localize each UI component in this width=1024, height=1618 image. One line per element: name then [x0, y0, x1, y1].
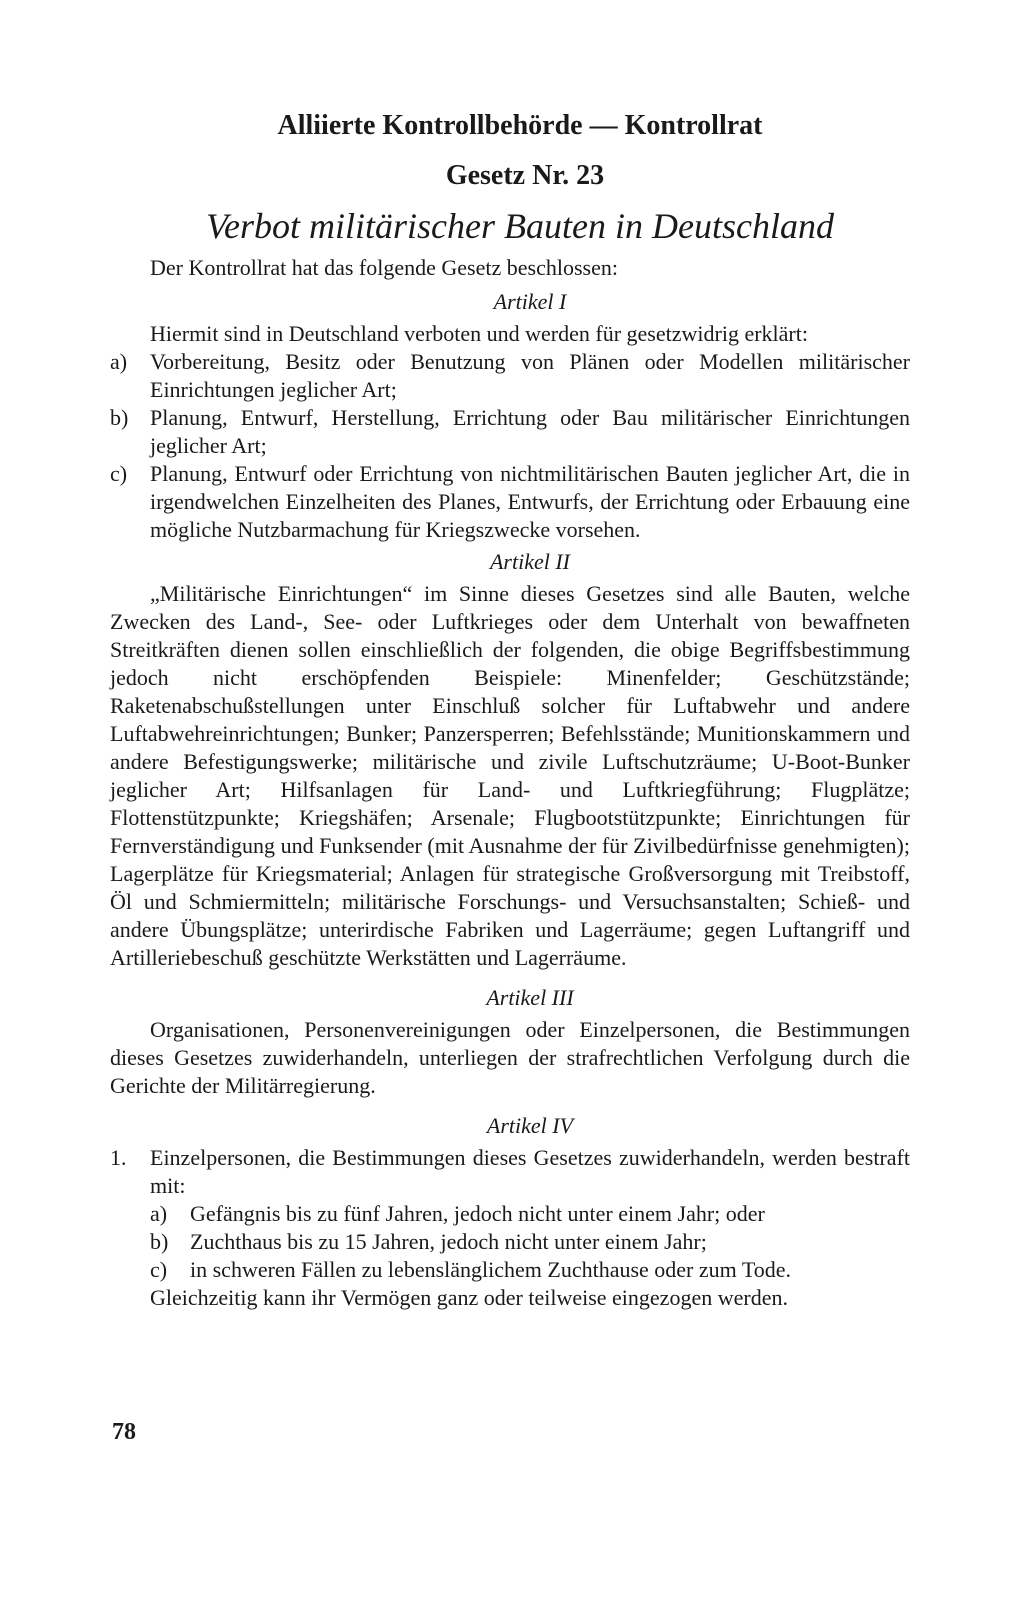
- sub-list-item: [150, 1228, 910, 1256]
- law-title: Verbot militärischer Bauten in Deutschland: [206, 206, 834, 246]
- list-item: [110, 348, 910, 404]
- article-4-heading: Artikel IV: [486, 1113, 574, 1138]
- intro-text: Der Kontrollrat hat das folgende Gesetz beschlossen:: [150, 255, 618, 280]
- list-item-label: c): [110, 461, 128, 486]
- sub-list-item-text: Zuchthaus bis zu 15 Jahren, jedoch nicht unter einem Jahr;: [190, 1229, 707, 1254]
- authority-heading: Alliierte Kontrollbehörde — Kontrollrat: [277, 110, 763, 141]
- list-item-label: b): [110, 405, 129, 430]
- list-item: [110, 404, 910, 460]
- sub-list-item-label: a): [150, 1201, 168, 1226]
- spacer: [110, 972, 910, 980]
- list-item-text: Planung, Entwurf oder Errichtung von nichtmilitärischen Bauten jeglicher Art, die in irgendwelchen Einzelheiten des Planes, Entwurfs, der Errichtung oder Erbauung eine mögliche Nutzbarmachung für Kriegszwecke vorsehen.: [150, 461, 910, 542]
- sub-list-item: [150, 1256, 910, 1284]
- document-page: [110, 108, 910, 1312]
- article-1-lead: Hiermit sind in Deutschland verboten und werden für gesetzwidrig erklärt:: [150, 321, 808, 346]
- sub-list-item: [150, 1200, 910, 1228]
- list-item: [110, 460, 910, 544]
- article-2-text: „Militärische Einrichtungen“ im Sinne dieses Gesetzes sind alle Bauten, welche Zwecken des Land-, See- oder Luftkrieges oder dem Unterhalt von bewaffneten Streitkräften dienen sollen einschließlich der folgenden, die obige Begriffsbestimmung jedoch nicht erschöpfenden Beispiele: Minenfelder; Geschützstände; Raketenabschußstellungen unter Einschluß solcher für Luftabwehr und andere Luftabwehreinrichtungen; Bunker; Panzersperren; Befehlsstände; Munitionskammern und andere Befestigungswerke; militärische und zivile Luftschutzräume; U-Boot-Bunker jeglicher Art; Hilfsanlagen für Land- und Luftkriegführung; Flugplätze; Flottenstützpunkte; Kriegshäfen; Arsenale; Flugbootstützpunkte; Einrichtungen für Fernverständigung und Funksender (mit Ausnahme der für Zivilbedürfnisse genehmigten); Lagerplätze für Kriegsmaterial; Anlagen für strategische Großversorgung mit Treibstoff, Öl und Schmiermitteln; militärische Forschungs- und Versuchsanstalten; Schieß- und andere Übungsplätze; unterirdische Fabriken und Lagerräume; gegen Luftangriff und Artilleriebeschuß geschützte Werkstätten und Lagerräume.: [110, 581, 910, 970]
- article-3-heading: Artikel III: [486, 985, 574, 1010]
- article-4-closing: Gleichzeitig kann ihr Vermögen ganz oder teilweise eingezogen werden.: [150, 1285, 788, 1310]
- list-item-text: Vorbereitung, Besitz oder Benutzung von Plänen oder Modellen militärischer Einrichtungen jeglicher Art;: [150, 349, 910, 402]
- sub-list: [110, 1200, 910, 1284]
- sub-list-item-text: Gefängnis bis zu fünf Jahren, jedoch nicht unter einem Jahr; oder: [190, 1201, 765, 1226]
- list-item-label: a): [110, 349, 128, 374]
- list-item: [110, 1144, 910, 1200]
- list-item-text: Planung, Entwurf, Herstellung, Errichtung oder Bau militärischer Einrichtungen jeglicher Art;: [150, 405, 910, 458]
- spacer: [110, 1100, 910, 1108]
- law-number: Gesetz Nr. 23: [445, 160, 605, 191]
- list-item-text: Einzelpersonen, die Bestimmungen dieses Gesetzes zuwiderhandeln, werden bestraft mit:: [150, 1145, 910, 1198]
- list-item-label: 1.: [110, 1145, 127, 1170]
- sub-list-item-label: b): [150, 1229, 169, 1254]
- page-number: 78: [112, 1419, 136, 1445]
- sub-list-item-text: in schweren Fällen zu lebenslänglichem Zuchthause oder zum Tode.: [190, 1257, 792, 1282]
- article-1-heading: Artikel I: [493, 289, 567, 314]
- sub-list-item-label: c): [150, 1257, 168, 1282]
- article-2-heading: Artikel II: [489, 549, 571, 574]
- article-3-text: Organisationen, Personenvereinigungen oder Einzelpersonen, die Bestimmungen dieses Gesetzes zuwiderhandeln, unterliegen der strafrechtlichen Verfolgung durch die Gerichte der Militärregierung.: [110, 1017, 910, 1098]
